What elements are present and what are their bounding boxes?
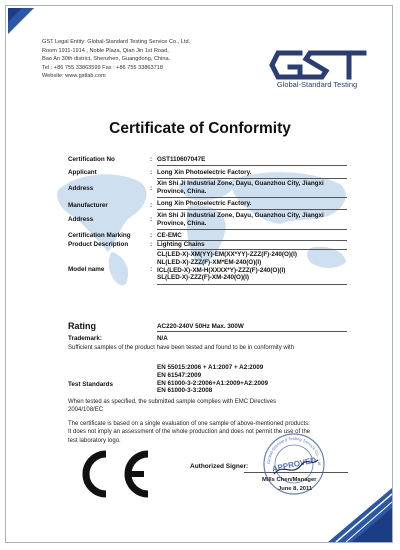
tested-statement xyxy=(68,398,276,415)
test-standards-label: Test Standards xyxy=(68,381,114,388)
model-name-line-3: ICL(LED-X)-XM-H(XXXX*Y)-ZZZ(F)-240(O)(I) xyxy=(157,266,286,274)
corner-decoration-bottom-right xyxy=(328,488,392,542)
tested-statement-line-1: When tested as specified, the submitted sample complies with EMC Directives xyxy=(68,399,277,405)
test-standard-1: EN 55015:2006 + A1:2007 + A2:2009 xyxy=(157,364,264,371)
tested-statement-line-2: 2004/108/EC xyxy=(68,407,104,414)
lab-address-line-2: Bao An 30th district, Shenzhen, Guangdong, China. xyxy=(42,56,171,63)
lab-legal-entity: GST Legal Entity: Global-Standard Testing Service Co., Ltd. xyxy=(42,39,191,45)
basis-statement-line-2: It does not imply an assessment of the whole production and does not permit the use of the xyxy=(68,429,311,436)
applicant-address-line-2: Province, China. xyxy=(157,187,207,195)
rating-label: Rating xyxy=(68,321,96,331)
underline xyxy=(157,165,347,166)
manufacturer-address-label: Address xyxy=(68,216,94,223)
trademark-label: Trademark: xyxy=(68,335,102,342)
underline xyxy=(157,331,347,332)
logo-caption: Global-Standard Testing xyxy=(276,80,358,89)
stamp-ring-text: Global-Standard Testing Service Co., Ltd xyxy=(265,435,323,466)
colon: : xyxy=(150,185,153,192)
underline xyxy=(157,197,347,198)
signature-date: June 8, 2011 xyxy=(278,486,313,492)
basis-statement-line-1: The certificate is based on a single evaluation of one sample of above-mentioned products. xyxy=(68,421,310,427)
applicant-label: Applicant xyxy=(68,169,97,176)
model-name-label: Model name xyxy=(68,266,105,273)
certification-no-value: GST110607047E xyxy=(157,156,206,163)
underline xyxy=(157,249,347,250)
underline xyxy=(157,178,347,179)
trademark-value: N/A xyxy=(157,335,168,342)
colon: : xyxy=(150,241,153,248)
model-name-line-4: SL(LED-X)-ZZZ(F)-XM-240(O)(I) xyxy=(157,274,249,282)
applicant-address-value xyxy=(157,180,324,196)
applicant-value: Long Xin Photoelectric Factory. xyxy=(157,169,252,176)
authorized-signer-label: Authorized Signer: xyxy=(190,463,249,470)
test-standard-4: EN 61000-3-3:2008 xyxy=(157,387,213,395)
certification-no-label: Certification No xyxy=(68,156,115,163)
manufacturer-address-line-1: Xin Shi Ji Industrial Zone, Dayu, Guanzhou City, Jiangxi xyxy=(157,212,324,219)
manufacturer-value: Long Xin Photoelectric Factory. xyxy=(157,200,252,207)
applicant-address-label: Address xyxy=(68,185,94,192)
colon: : xyxy=(150,216,153,223)
manufacturer-label: Manufacturer xyxy=(68,202,108,209)
signer-name: Mills Chen/Manager xyxy=(262,477,317,483)
manufacturer-address-line-2: Province, China. xyxy=(157,219,207,227)
ce-mark-icon xyxy=(68,450,152,498)
applicant-address-line-1: Xin Shi Ji Industrial Zone, Dayu, Guanzhou City, Jiangxi xyxy=(157,180,324,187)
underline xyxy=(157,229,347,230)
lab-website: Website: www.gstlab.com xyxy=(42,73,106,80)
ce-mark-text: CE xyxy=(69,496,72,498)
test-standards-value xyxy=(157,364,268,395)
basis-statement-line-3: test laboratory logo. xyxy=(68,437,121,444)
model-name-line-1: CL(LED-X)-XM(YY)-EM(XX*YY)-ZZZ(F)-240(O)(I) xyxy=(157,251,297,258)
colon: : xyxy=(150,156,153,163)
product-description-label: Product Description xyxy=(68,241,129,248)
manufacturer-address-value xyxy=(157,212,324,228)
certification-marking-label: Certification Marking xyxy=(68,232,131,239)
certification-marking-value: CE-EMC xyxy=(157,232,182,239)
certificate-title: Certificate of Conformity xyxy=(109,120,291,137)
colon: : xyxy=(150,266,153,273)
rating-value: AC220-240V 50Hz Max. 300W xyxy=(157,323,244,330)
colon: : xyxy=(150,169,153,176)
colon: : xyxy=(150,232,153,239)
underline xyxy=(157,284,347,285)
model-name-value xyxy=(157,251,297,282)
lab-phone-fax: Tel : +86 755 33863599 Fax : +86 755 33863718 xyxy=(42,64,163,71)
stamp-word: APPROVED xyxy=(271,455,318,474)
model-name-line-2: NL(LED-X)-ZZZ(F)-XM*EM-240(O)(I) xyxy=(157,258,262,266)
product-description-value: Lighting Chains xyxy=(157,241,205,248)
logo-mark-text: GST xyxy=(269,82,274,84)
colon: : xyxy=(150,202,153,209)
underline xyxy=(157,209,347,210)
test-standard-2: EN 61547:2009 xyxy=(157,371,202,379)
samples-statement: Sufficient samples of the product have been tested and found to be in conformity with xyxy=(68,345,295,351)
test-standard-3: EN 61000-3-2:2006+A1:2009+A2:2009 xyxy=(157,379,268,387)
lab-address-line-1: Room 1911-1914 , Noble Plaza, Qian Jin 1st Road, xyxy=(42,47,169,54)
